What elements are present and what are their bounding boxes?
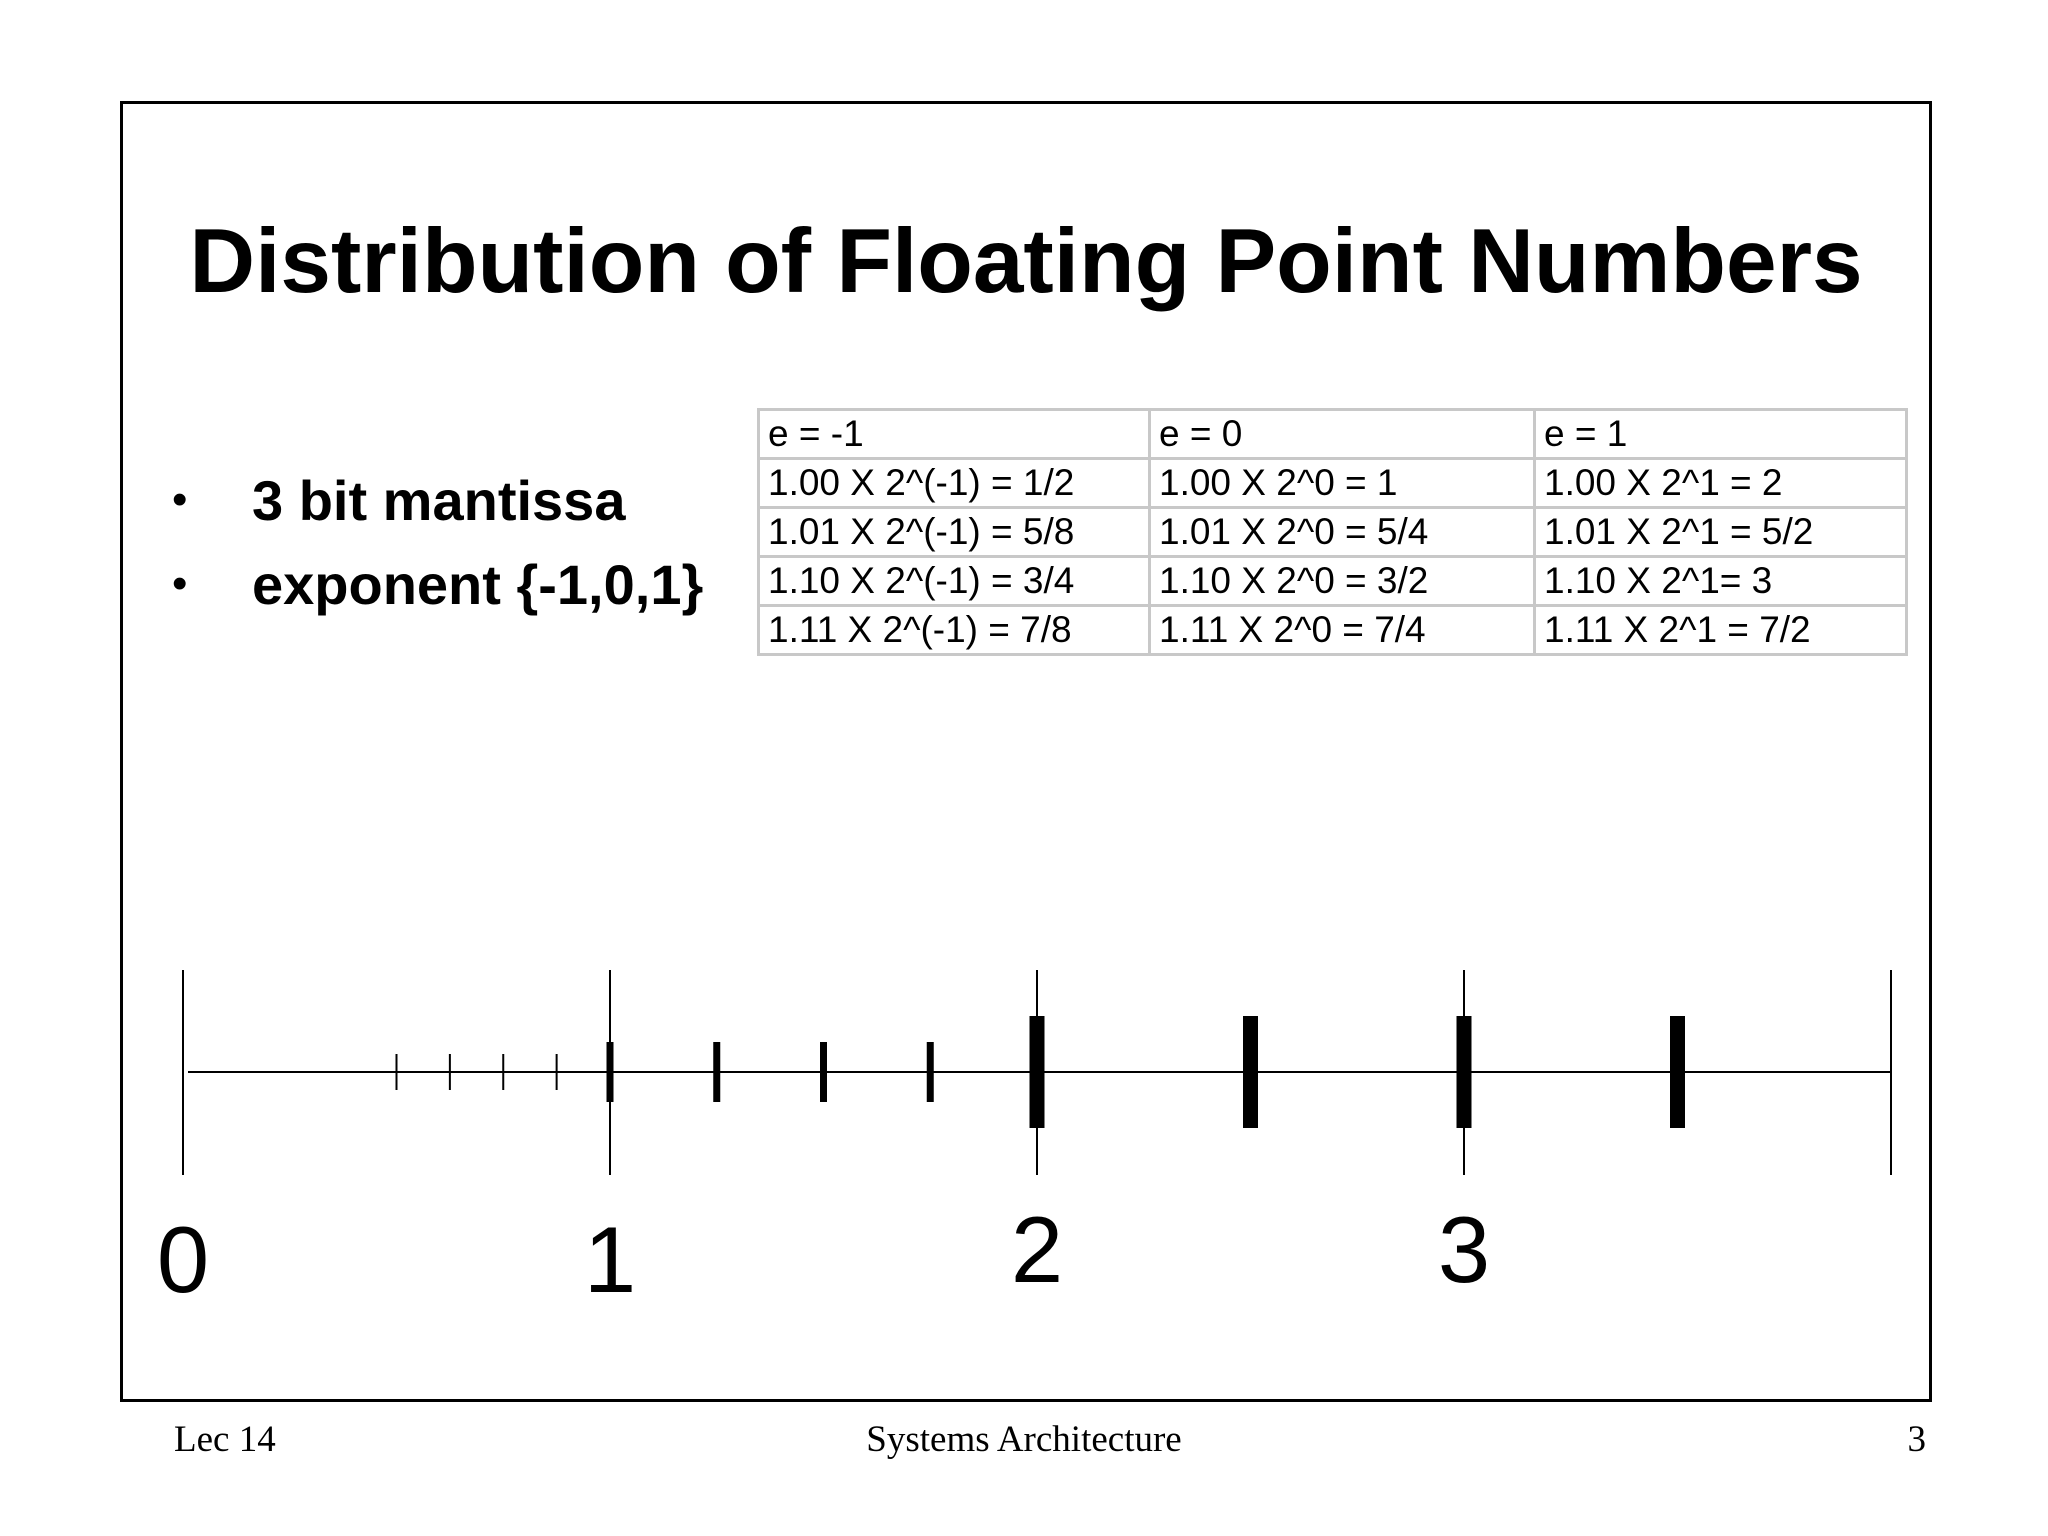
bullet-text: exponent {-1,0,1}: [252, 552, 704, 616]
bullet-marker: •: [172, 559, 188, 608]
table-cell: 1.00 X 2^0 = 1: [1150, 459, 1535, 508]
bullet-marker: •: [172, 475, 188, 524]
table-cell: 1.10 X 2^1= 3: [1535, 557, 1907, 606]
axis-tick-label: 2: [1010, 1197, 1064, 1302]
axis-tick-label: 0: [156, 1207, 210, 1312]
header-cell: e = -1: [759, 410, 1150, 459]
footer-page-number: 3: [1907, 1419, 1926, 1460]
axis-tick-label: 3: [1437, 1197, 1491, 1302]
table-cell: 1.10 X 2^0 = 3/2: [1150, 557, 1535, 606]
table-cell: 1.00 X 2^1 = 2: [1535, 459, 1907, 508]
table-cell: 1.00 X 2^(-1) = 1/2: [759, 459, 1150, 508]
footer-course: Systems Architecture: [866, 1419, 1182, 1460]
table-cell: 1.11 X 2^(-1) = 7/8: [759, 606, 1150, 655]
header-cell: e = 0: [1150, 410, 1535, 459]
table-cell: 1.01 X 2^(-1) = 5/8: [759, 508, 1150, 557]
table-cell: 1.11 X 2^0 = 7/4: [1150, 606, 1535, 655]
table-cell: 1.10 X 2^(-1) = 3/4: [759, 557, 1150, 606]
table-cell: 1.01 X 2^0 = 5/4: [1150, 508, 1535, 557]
bullet-text: 3 bit mantissa: [252, 468, 626, 532]
table-cell: 1.11 X 2^1 = 7/2: [1535, 606, 1907, 655]
footer-lecture: Lec 14: [174, 1419, 276, 1460]
slide-title: Distribution of Floating Point Numbers: [189, 211, 1863, 312]
axis-tick-label: 1: [583, 1207, 637, 1312]
header-cell: e = 1: [1535, 410, 1907, 459]
table-cell: 1.01 X 2^1 = 5/2: [1535, 508, 1907, 557]
